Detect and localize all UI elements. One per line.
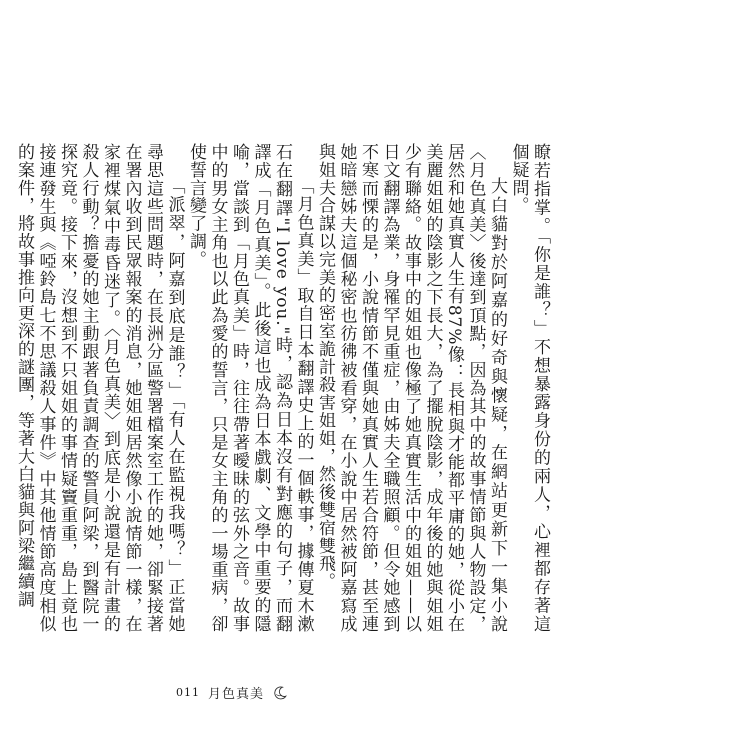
page-footer: [176, 683, 288, 702]
vertical-text-block: [13, 143, 551, 633]
page-number: 011: [176, 686, 200, 699]
paragraph-3: 「月色真美」取自日本翻譯史上的一個軼事，據傳夏木漱石在翻譯"I love you."時，認為日本沒有對應的句子，而翻譯成「月色真美」。此後這也成為日本戲劇、文學中重要的隱喻，當談到「月色真美」時，往往帶著曖昧的弦外之音。故事中的男女主角也以此為愛的誓言，只是女主角的一場重病，卻使誓言變了調。: [186, 143, 314, 633]
paragraph-2: 大白貓對於阿嘉的好奇與懷疑，在網站更新下一集小說〈月色真美〉後達到頂點，因為其中的故事情節與人物設定，居然和她真實人生有87%像：長相與才能都平庸的她，從小在美麗姐姐的陰影之下長大，為了擺脫陰影，成年後的她與姐姐少有聯絡。故事中的姐姐也像極了她真實生活中的姐姐——以日文翻譯為業，身罹罕見重症，由姊夫全職照顧。但令她感到不寒而慄的是，小說情節不僅與她真實人生若合符節，甚至連她暗戀姊夫這個秘密也彷彿被看穿，在小說中居然被阿嘉寫成與姐夫合謀以完美的密室詭計殺害姐姐，然後雙宿雙飛。: [315, 143, 507, 633]
crescent-moon-icon: [272, 685, 288, 701]
book-title: 月色真美: [208, 687, 265, 702]
paragraph-4: 「派翠，阿嘉到底是誰？」「有人在監視我嗎？」正當她尋思這些問題時，在長洲分區警署檔案室工作的她，卻緊接著在署內收到民眾報案的消息，她姐姐居然像小說情節一樣，在家裡煤氣中毒昏迷了。〈月色真美〉到底是小說還是有計畫的殺人行動？擔憂的她主動跟著負責調查的警員阿梁，到醫院一探究竟。接下來，沒想到不只姐姐的事情疑竇重重，島上竟也接連發生與《啞鈴島七不思議殺人事件》中其他情節高度相似的案件，將故事推向更深的謎團，等著大白貓與阿梁繼續調: [14, 143, 185, 633]
paragraph-1: 瞭若指掌。「你是誰？」不想暴露身份的兩人，心裡都存著這個疑問。: [508, 143, 550, 633]
